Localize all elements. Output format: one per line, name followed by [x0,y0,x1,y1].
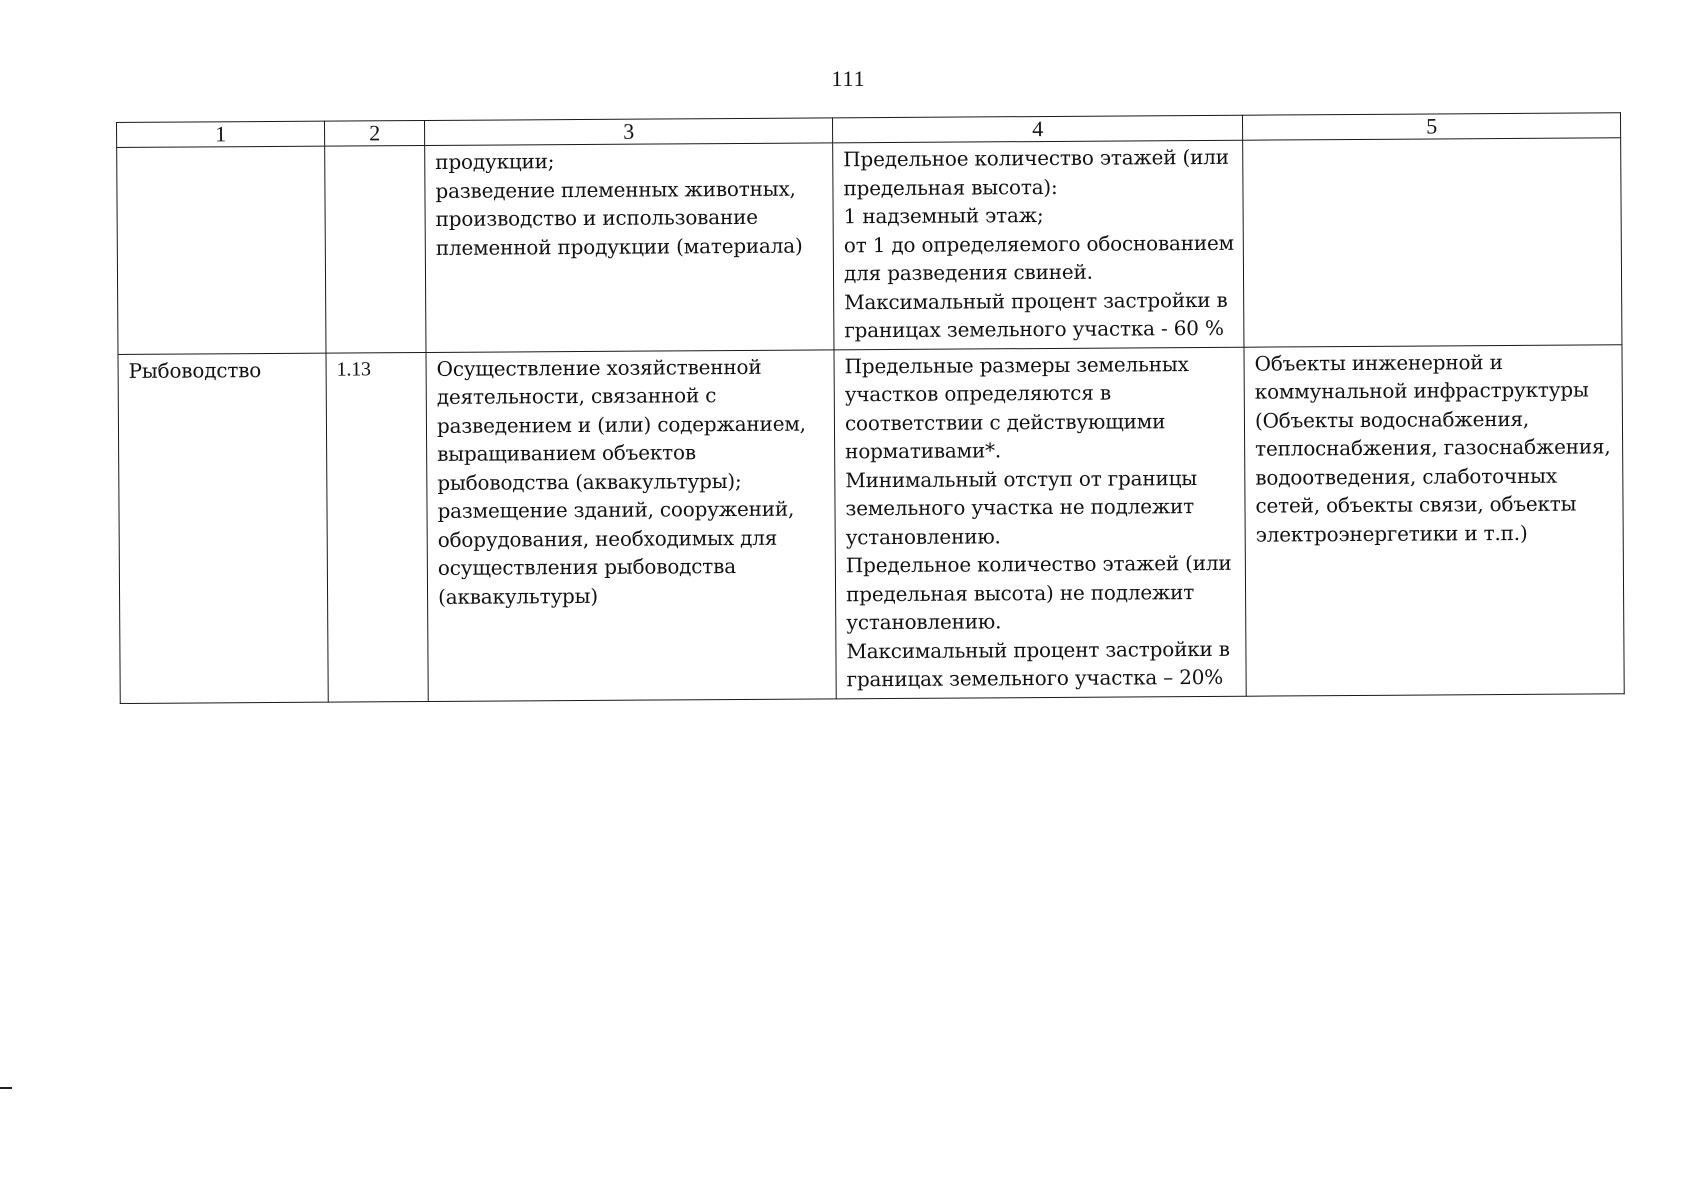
text-line: водоотведения, слаботочных [1255,463,1557,490]
text-line: Осуществление хозяйственной [436,354,762,381]
text-line: выращиванием объектов [437,440,696,466]
text-line: производство и использование [435,204,758,231]
table-row [118,344,1624,703]
text-line: нормативами*. [845,438,1002,464]
text-line: для разведения свиней. [843,259,1093,286]
text-line: Объекты инженерной и [1254,349,1503,376]
text-line: предельная высота) не подлежит [845,579,1195,606]
text-line: размещение зданий, сооружений, [437,496,795,523]
cell-description [425,143,834,352]
text-line: деятельности, связанной с [436,383,717,409]
text-line: разведением и (или) содержанием, [436,411,806,438]
text-line: Предельное количество этажей (или [845,550,1232,578]
text-line: сетей, объекты связи, объекты [1255,491,1577,518]
text-line: осуществления рыбоводства [437,554,736,580]
text-line: Максимальный процент застройки в [846,636,1230,663]
header-cell-3: 3 [424,118,832,146]
header-cell-4: 4 [832,115,1242,143]
text-line: теплоснабжения, газоснабжения, [1255,434,1611,461]
land-use-table [116,112,1625,703]
text-line: оборудования, необходимых для [437,525,778,552]
text-line: предельная высота): [843,174,1058,200]
cell-use-name [118,353,328,703]
text-line: Максимальный процент застройки в [844,287,1228,314]
text-line: коммунальной инфраструктуры [1254,377,1589,404]
text-line: границах земельного участка – 20% [846,664,1224,692]
text-line: племенной продукции (материала) [435,233,803,260]
text-line: Минимальный отступ от границы [845,465,1198,492]
text-line: 1 надземный этаж; [843,203,1044,229]
cell-auxiliary-uses [1244,344,1624,695]
table-row [117,138,1622,354]
text-line: земельного участка не подлежит [845,494,1195,521]
text-line: (Объекты водоснабжения, [1254,406,1530,433]
text-line: продукции; [435,149,555,174]
text-line: Рыбоводство [128,357,262,383]
page-number: 111 [831,66,866,91]
header-cell-2: 2 [324,121,424,147]
text-line: участков определяются в [844,380,1111,407]
text-line: разведение племенных животных, [435,176,796,203]
text-line: установлению. [846,609,1002,635]
cell-parameters [833,140,1244,349]
text-line: Предельные размеры земельных [844,351,1189,378]
cell-use-name [117,146,326,354]
cell-code [325,146,426,353]
text-line: установлению. [845,523,1001,549]
text-line: электроэнергетики и т.п.) [1255,520,1528,547]
cell-code [326,352,428,702]
text-line: соответствии с действующими [844,408,1166,435]
text-line: (аквакультуры) [437,583,598,609]
text-line: 1.13 [336,357,371,381]
header-cell-1: 1 [117,121,325,147]
text-line: рыбоводства (аквакультуры); [437,468,742,495]
text-line: Предельное количество этажей (или [843,144,1229,172]
cell-description [426,349,836,701]
text-line: границах земельного участка - 60 % [844,315,1224,343]
cell-auxiliary-uses [1243,138,1622,347]
cell-parameters [834,347,1246,699]
header-cell-5: 5 [1242,113,1620,140]
scan-edge-mark [0,1087,12,1089]
text-line: от 1 до определяемого обоснованием [843,230,1235,257]
